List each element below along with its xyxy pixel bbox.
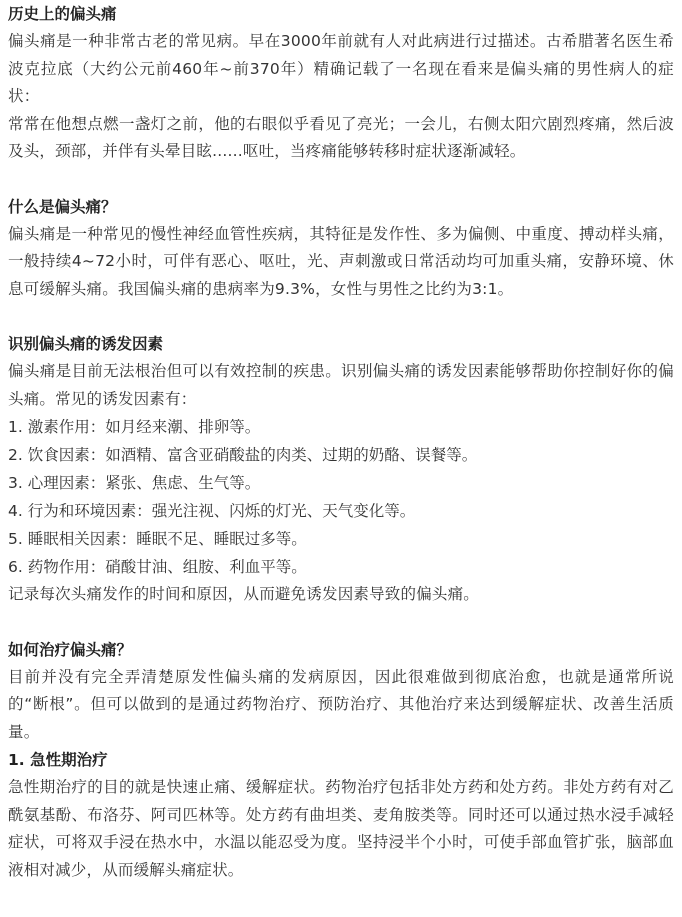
list-item: 4. 行为和环境因素：强光注视、闪烁的灯光、天气变化等。: [8, 502, 416, 520]
list-item: 3. 心理因素：紧张、焦虑、生气等。: [8, 474, 261, 492]
list-item: 1. 激素作用：如月经来潮、排卵等。: [8, 418, 261, 436]
section-history: [8, 0, 674, 166]
section-triggers: [8, 330, 674, 609]
what-paragraph-1: 偏头痛是一种常见的慢性神经血管性疾病，其特征是发作性、多为偏侧、中重度、搏动样头痛，一般持续4~72小时，可伴有恶心、呕吐，光、声刺激或日常活动均可加重头痛，安静环境、休息可缓解头痛。我国偏头痛的患病率为9.3%，女性与男性之比约为3:1。: [8, 224, 674, 298]
section-what: [8, 193, 674, 304]
list-item: 2. 饮食因素：如酒精、富含亚硝酸盐的肉类、过期的奶酪、误餐等。: [8, 446, 478, 464]
list-item: 6. 药物作用：硝酸甘油、组胺、利血平等。: [8, 558, 307, 576]
section-treatment: [8, 636, 674, 885]
treatment-paragraph-2: 急性期治疗的目的就是快速止痛、缓解症状。药物治疗包括非处方药和处方药。非处方药有对乙酰氨基酚、布洛芬、阿司匹林等。处方药有曲坦类、麦角胺类等。同时还可以通过热水浸手减轻症状，可将双手浸在热水中，水温以能忍受为度。坚持浸半个小时，可使手部血管扩张，脑部血液相对减少，从而缓解头痛症状。: [8, 778, 674, 879]
list-item: 5. 睡眠相关因素：睡眠不足、睡眠过多等。: [8, 530, 307, 548]
history-paragraph-2: 常常在他想点燃一盏灯之前，他的右眼似乎看见了亮光；一会儿，右侧太阳穴剧烈疼痛，然后波及头，颈部，并伴有头晕目眩......呕吐，当疼痛能够转移时症状逐渐减轻。: [8, 114, 674, 160]
section-title-treatment: 如何治疗偏头痛？: [8, 640, 133, 659]
triggers-outro: 记录每次头痛发作的时间和原因，从而避免诱发因素导致的偏头痛。: [8, 585, 480, 603]
section-title-history: 历史上的偏头痛: [8, 5, 117, 23]
subsection-title-acute: 1. 急性期治疗: [8, 751, 108, 769]
section-title-what: 什么是偏头痛？: [8, 197, 117, 216]
treatment-paragraph-1: 目前并没有完全弄清楚原发性偏头痛的发病原因，因此很难做到彻底治愈，也就是通常所说的“断根”。但可以做到的是通过药物治疗、预防治疗、其他治疗来达到缓解症状、改善生活质量。: [8, 667, 674, 741]
section-title-triggers: 识别偏头痛的诱发因素: [8, 335, 164, 353]
history-paragraph-1: 偏头痛是一种非常古老的常见病。早在3000年前就有人对此病进行过描述。古希腊著名医生希波克拉底（大约公元前460年~前370年）精确记载了一名现在看来是偏头痛的男性病人的症状：: [8, 32, 674, 105]
triggers-intro: 偏头痛是目前无法根治但可以有效控制的疾患。识别偏头痛的诱发因素能够帮助你控制好你的偏头痛。常见的诱发因素有：: [8, 362, 674, 408]
